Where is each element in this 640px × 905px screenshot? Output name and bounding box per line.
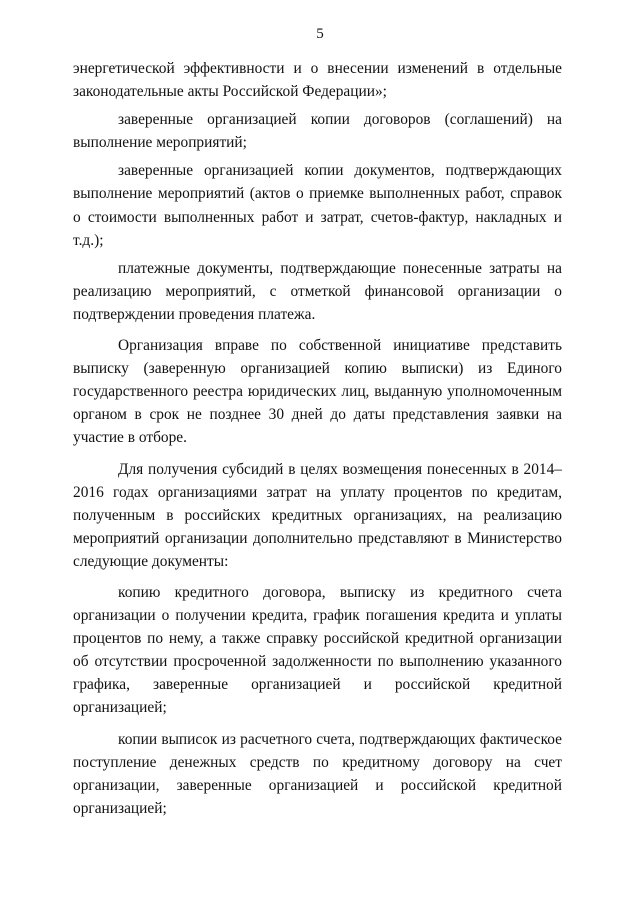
paragraph-account-statements: копии выписок из расчетного счета, подтверждающих фактическое поступление денежных средств по кредитному договору на счет организации, заверенные организацией и российской кредитной организацией; — [73, 730, 562, 817]
page-number: 5 — [316, 26, 324, 42]
paragraph-payment-documents: платежные документы, подтверждающие понесенные затраты на реализацию мероприятий, с отметкой финансовой организации о подтверждении проведения платежа. — [73, 259, 562, 323]
paragraph-law-reference: энергетической эффективности и о внесении изменений в отдельные законодательные акты Российской Федерации»; — [73, 60, 562, 101]
paragraph-contract-copies: заверенные организацией копии договоров (соглашений) на выполнение мероприятий; — [73, 111, 562, 152]
paragraph-completion-documents: заверенные организацией копии документов, подтверждающих выполнение мероприятий (актов о приемке выполненных работ, справок о стоимости выполненных работ и затрат, счетов-фактур, накладных и т.д.); — [73, 162, 562, 249]
paragraph-subsidy-requirements: Для получения субсидий в целях возмещения понесенных в 2014–2016 годах организациями затрат на уплату процентов по кредитам, полученным в российских кредитных организациях, на реализацию мероприятий организации дополнительно представляют в Министерство следующие документы: — [73, 460, 562, 570]
paragraph-registry-extract: Организация вправе по собственной инициативе представить выписку (заверенную организацией копию выписки) из Единого государственного реестра юридических лиц, выданную уполномоченным органом в срок не позднее 30 дней до даты представления заявки на участие в отборе. — [73, 337, 562, 447]
document-body — [73, 57, 562, 825]
paragraph-credit-agreement: копию кредитного договора, выписку из кредитного счета организации о получении кредита, график погашения кредита и уплаты процентов по нему, а также справку российской кредитной организации об отсутствии просроченной задолженности по выполнению указанного графика, заверенные организацией и российской кредитной организацией; — [73, 583, 562, 717]
